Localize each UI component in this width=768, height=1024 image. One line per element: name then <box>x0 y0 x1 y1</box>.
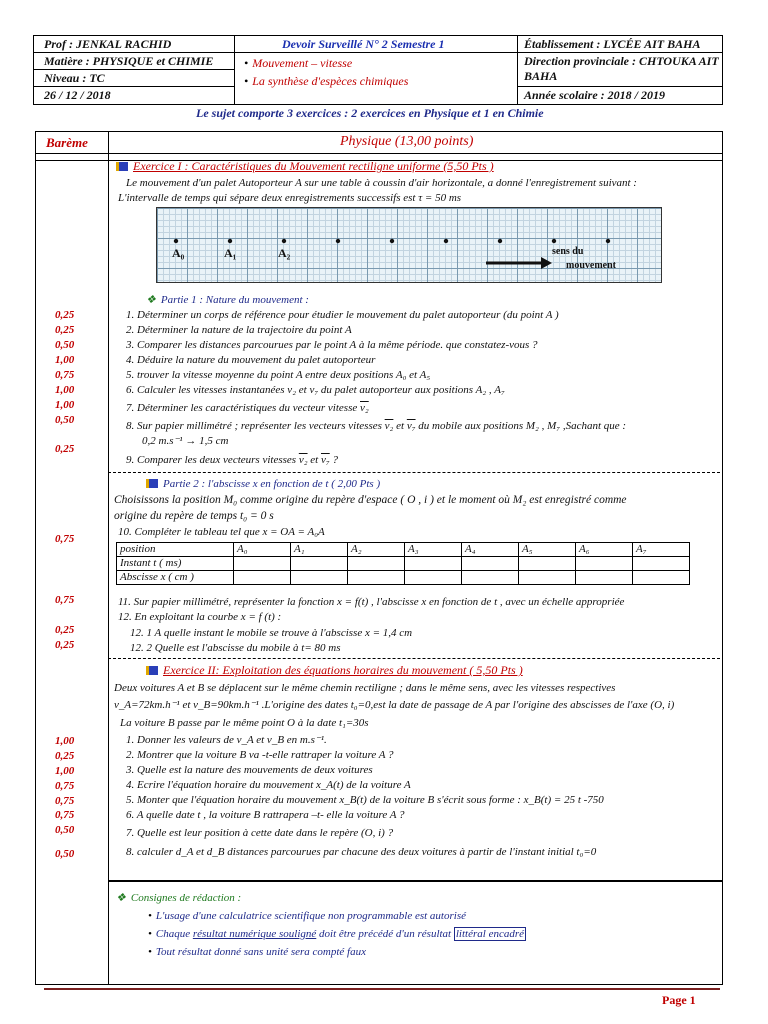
table-row <box>117 571 690 585</box>
table-row <box>117 543 690 557</box>
consigne-3: • Tout résultat donné sans unité sera compté faux <box>148 946 366 959</box>
subtitle: Le sujet comporte 3 exercices : 2 exercices en Physique et 1 en Chimie <box>196 106 544 120</box>
table-cell: A₆ <box>576 543 633 557</box>
bareme-ex1-2: 0,25 <box>55 324 75 336</box>
bareme-p2-1: 0,75 <box>55 533 75 545</box>
bareme-ex2-1: 1,00 <box>55 735 75 747</box>
prof: Prof : JENKAL RACHID <box>44 37 172 51</box>
physique-header: Physique (13,00 points) <box>340 134 474 149</box>
q11: 11. Sur papier millimétré, représenter la fonction x = f(t) , l'abscisse x en fonction de t , avec un échelle appropriée <box>118 596 625 608</box>
q12-2: 12. 2 Quelle est l'abscisse du mobile à t= 80 ms <box>130 642 341 654</box>
ex2-intro2: v_A=72km.h⁻¹ et v_B=90km.h⁻¹ .L'origine des dates t₀=0,est la date de passage de A par l'origine des abscisses de l'axe (O, i) <box>114 699 675 711</box>
direction-line2: BAHA <box>524 69 558 83</box>
bareme-ex1-5: 0,75 <box>55 369 75 381</box>
date: 26 / 12 / 2018 <box>44 88 111 102</box>
q9: 9. Comparer les deux vecteurs vitesses v₂ et v₇ ? <box>126 454 338 466</box>
table-cell: A₅ <box>519 543 576 557</box>
q8: 8. Sur papier millimétré ; représenter les vecteurs vitesses v₂ et v₇ du mobile aux positions M₂ , M₇ ,Sachant que : <box>126 420 627 432</box>
ex2-q6: 6. A quelle date t , la voiture B rattrapera –t- elle la voiture A ? <box>126 809 405 821</box>
table-cell: A₂ <box>348 543 405 557</box>
ex2-title: Exercice II: Exploitation des équations horaires du mouvement ( 5,50 Pts ) <box>146 664 523 677</box>
bareme-ex2-5: 0,75 <box>55 795 75 807</box>
bareme-p2-4: 0,25 <box>55 639 75 651</box>
diamond-icon: ❖ <box>146 294 156 306</box>
bareme-ex1-9: 0,25 <box>55 443 75 455</box>
diamond-icon: ❖ <box>116 892 126 904</box>
q12-1: 12. 1 A quelle instant le mobile se trouve à l'abscisse x = 1,4 cm <box>130 627 413 639</box>
bareme-ex2-7: 0,50 <box>55 824 75 836</box>
bareme-ex1-4: 1,00 <box>55 354 75 366</box>
q10: 10. Compléter le tableau tel que x = OA = A₀A <box>118 526 325 538</box>
bareme-ex2-4: 0,75 <box>55 780 75 792</box>
table-cell: A₇ <box>633 543 690 557</box>
bareme-ex1-8: 0,50 <box>55 414 75 426</box>
table-cell: A₀ <box>234 543 291 557</box>
grid-label-a1: A₁ <box>224 246 237 260</box>
bareme-p2-3: 0,25 <box>55 624 75 636</box>
part2-intro1: Choisissons la position M₀ comme origine du repère d'espace ( O , i ) et le moment où M₂ est enregistré comme <box>114 494 627 506</box>
bareme-ex2-2: 0,25 <box>55 750 75 762</box>
separator-1 <box>108 472 720 473</box>
bareme-header: Barème <box>46 135 88 150</box>
arrow-label-2: mouvement <box>566 260 616 271</box>
ex2-q3: 3. Quelle est la nature des mouvements de deux voitures <box>126 764 373 776</box>
direction-line1: Direction provinciale : CHTOUKA AIT <box>524 54 719 68</box>
topic-2: • La synthèse d'espèces chimiques <box>244 74 408 88</box>
grid-label-a0: A₀ <box>172 246 185 260</box>
q3: 3. Comparer les distances parcourues par le point A à la même période. que constatez-vous ? <box>126 339 538 351</box>
q7: 7. Déterminer les caractéristiques du vecteur vitesse v₂ <box>126 402 369 414</box>
ex2-q8: 8. calculer d_A et d_B distances parcourues par chacune des deux voitures à partir de l'instant initial t₀=0 <box>126 846 597 858</box>
niveau: Niveau : TC <box>44 71 105 85</box>
bareme-ex1-1: 0,25 <box>55 309 75 321</box>
table-row <box>117 557 690 571</box>
q1: 1. Déterminer un corps de référence pour étudier le mouvement du palet autoporteur (du point A ) <box>126 309 559 321</box>
matiere: Matière : PHYSIQUE et CHIMIE <box>44 54 214 68</box>
bareme-ex1-3: 0,50 <box>55 339 75 351</box>
etablissement: Établissement : LYCÉE AIT BAHA <box>524 37 701 51</box>
q4: 4. Déduire la nature du mouvement du palet autoporteur <box>126 354 376 366</box>
separator-2 <box>108 658 720 659</box>
header-table <box>33 35 723 105</box>
ex2-q1: 1. Donner les valeurs de v_A et v_B en m.s⁻¹. <box>126 734 327 746</box>
table-cell: position <box>117 543 234 557</box>
grid-label-a2: A₂ <box>278 246 291 260</box>
bareme-ex2-3: 1,00 <box>55 765 75 777</box>
ex2-q2: 2. Montrer que la voiture B va -t-elle rattraper la voiture A ? <box>126 749 394 761</box>
bareme-p2-2: 0,75 <box>55 594 75 606</box>
part2-title: Partie 2 : l'abscisse x en fonction de t ( 2,00 Pts ) <box>146 478 380 491</box>
ex1-intro2: L'intervalle de temps qui sépare deux enregistrements successifs est τ = 50 ms <box>118 192 462 204</box>
ex2-intro3: La voiture B passe par le même point O à la date t₁=30s <box>120 717 369 729</box>
bareme-ex2-6: 0,75 <box>55 809 75 821</box>
q12: 12. En exploitant la courbe x = f (t) : <box>118 611 282 623</box>
q6: 6. Calculer les vitesses instantanées v₂ et v₇ du palet autoporteur aux positions A₂ , A₇ <box>126 384 505 396</box>
q8-scale: 0,2 m.s⁻¹ → 1,5 cm <box>142 435 229 447</box>
ex1-intro1: Le mouvement d'un palet Autoporteur A sur une table à coussin d'air horizontale, a donné l'enregistrement suivant : <box>126 177 637 189</box>
q5: 5. trouver la vitesse moyenne du point A entre deux positions A₀ et A₅ <box>126 369 431 381</box>
bullet-icon <box>116 162 128 171</box>
topic-1: • Mouvement – vitesse <box>244 56 352 70</box>
bareme-ex1-7: 1,00 <box>55 399 75 411</box>
ex2-q7: 7. Quelle est leur position à cette date dans le repère (O, i) ? <box>126 827 394 839</box>
table-cell: Instant t ( ms) <box>117 557 234 571</box>
bareme-ex2-8: 0,50 <box>55 848 75 860</box>
part2-intro2: origine du repère de temps t₀ = 0 s <box>114 510 274 522</box>
q2: 2. Déterminer la nature de la trajectoire du point A <box>126 324 352 336</box>
arrow-label-1: sens du <box>552 246 584 257</box>
table-cell: A₁ <box>291 543 348 557</box>
ex2-q5: 5. Monter que l'équation horaire du mouvement x_B(t) de la voiture B s'écrit sous forme : x_B(t) = 25 t -750 <box>126 794 604 806</box>
bareme-ex1-6: 1,00 <box>55 384 75 396</box>
consigne-1: • L'usage d'une calculatrice scientifique non programmable est autorisé <box>148 910 466 923</box>
table-cell: Abscisse x ( cm ) <box>117 571 234 585</box>
bullet-icon <box>146 479 158 488</box>
table-cell: A₄ <box>462 543 519 557</box>
page-number: Page 1 <box>662 993 696 1007</box>
annee: Année scolaire : 2018 / 2019 <box>524 88 665 102</box>
bullet-icon <box>146 666 158 675</box>
positions-table <box>116 542 690 585</box>
ex2-q4: 4. Ecrire l'équation horaire du mouvement x_A(t) de la voiture A <box>126 779 411 791</box>
consigne-2: • Chaque résultat numérique souligné doit être précédé d'un résultat littéral encadré <box>148 928 526 941</box>
consignes-title: ❖ Consignes de rédaction : <box>116 892 242 904</box>
devoir-title: Devoir Surveillé N° 2 Semestre 1 <box>282 37 445 51</box>
ex1-title: Exercice I : Caractéristiques du Mouvement rectiligne uniforme (5,50 Pts ) <box>116 160 494 173</box>
ex2-intro1: Deux voitures A et B se déplacent sur le même chemin rectiligne ; dans le même sens, avec les vitesses respectives <box>114 682 616 694</box>
part1-title: ❖ Partie 1 : Nature du mouvement : <box>146 294 309 306</box>
table-cell: A₃ <box>405 543 462 557</box>
